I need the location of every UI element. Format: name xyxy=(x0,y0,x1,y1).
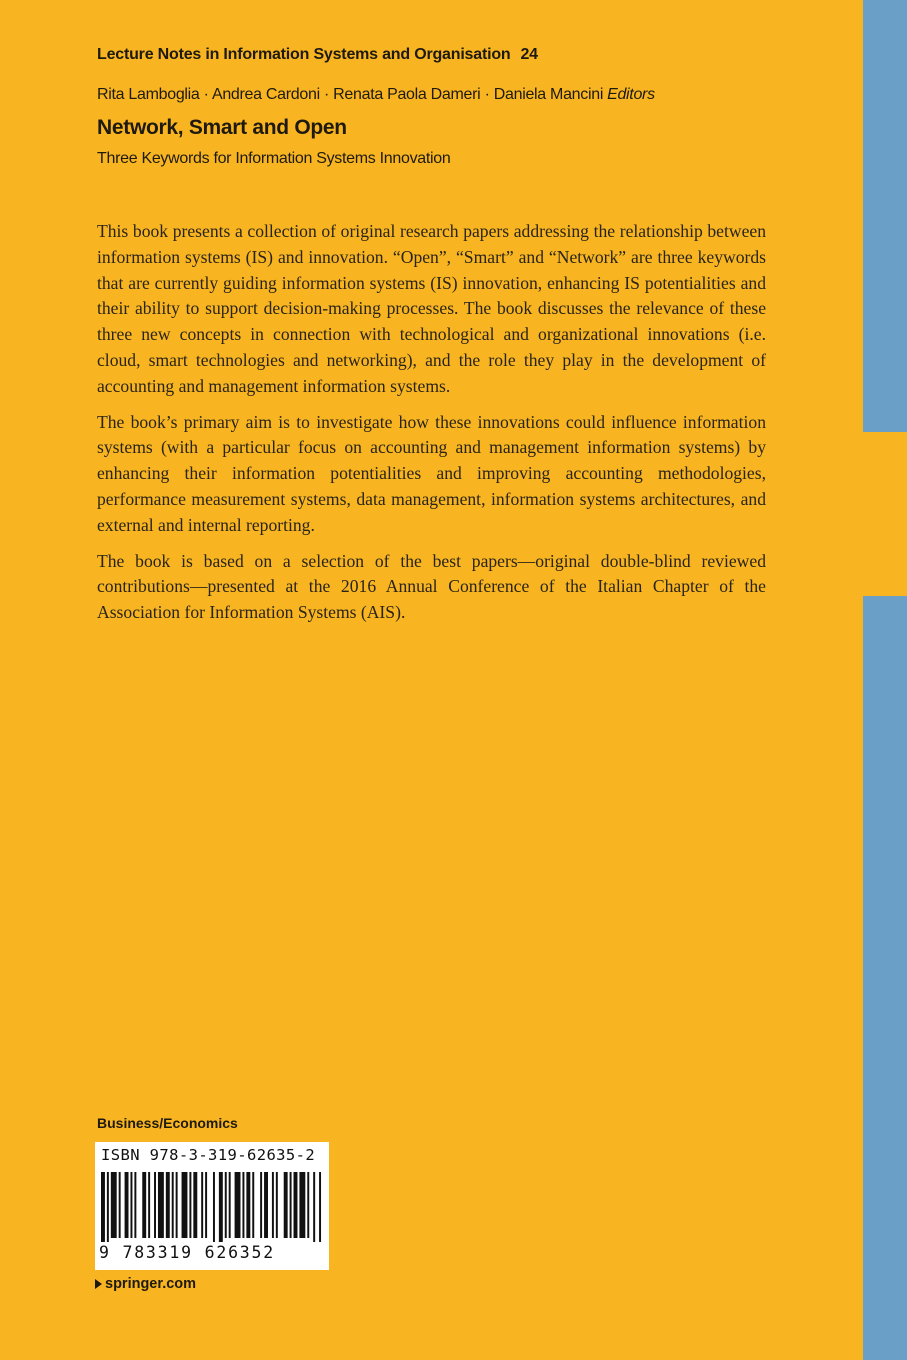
spine-stripe-bottom xyxy=(863,596,907,1360)
spine-stripe-top xyxy=(863,0,907,432)
isbn-barcode xyxy=(95,1142,329,1270)
blurb-text xyxy=(97,219,766,636)
isbn-label: ISBN 978-3-319-62635-2 xyxy=(101,1146,316,1164)
series-volume: 24 xyxy=(520,46,538,63)
barcode-bar xyxy=(290,1172,292,1238)
barcode-bar xyxy=(148,1172,150,1238)
barcode-bar xyxy=(284,1172,288,1238)
barcode-bar xyxy=(246,1172,250,1238)
book-title: Network, Smart and Open xyxy=(97,116,347,139)
barcode-bar xyxy=(142,1172,146,1238)
barcode-bar xyxy=(111,1172,117,1238)
barcode-bar xyxy=(319,1172,321,1242)
barcode-bars xyxy=(101,1172,323,1242)
barcode-bar xyxy=(225,1172,227,1238)
barcode-bar xyxy=(101,1172,105,1242)
barcode-bar xyxy=(182,1172,188,1238)
barcode-bar xyxy=(172,1172,174,1238)
barcode-bar xyxy=(213,1172,215,1242)
editors-role: Editors xyxy=(607,86,655,103)
barcode-bar xyxy=(130,1172,132,1238)
barcode-bar xyxy=(125,1172,129,1238)
barcode-bar xyxy=(205,1172,207,1238)
editors-line xyxy=(97,86,655,104)
barcode-bar xyxy=(272,1172,274,1238)
barcode-digits: 9 783319 626352 xyxy=(99,1243,276,1262)
barcode-bar xyxy=(154,1172,156,1238)
barcode-bar xyxy=(313,1172,315,1242)
barcode-bar xyxy=(166,1172,170,1238)
blurb-paragraph: The book’s primary aim is to investigate how these innovations could influence information systems (with a particular focus on accounting and management information systems) by enhancing their information potentialities and improving accounting methodologies, performance measurement systems, data management, information systems architectures, and external and internal reporting. xyxy=(97,411,766,535)
barcode-bar xyxy=(201,1172,203,1238)
subject-category: Business/Economics xyxy=(97,1115,238,1131)
barcode-bar xyxy=(235,1172,241,1238)
barcode-bar xyxy=(260,1172,262,1238)
barcode-bar xyxy=(307,1172,309,1238)
barcode-bar xyxy=(158,1172,164,1238)
triangle-right-icon xyxy=(95,1279,102,1289)
barcode-bar xyxy=(107,1172,109,1242)
barcode-bar xyxy=(176,1172,178,1238)
series-name: Lecture Notes in Information Systems and Organisation xyxy=(97,46,511,63)
barcode-bar xyxy=(119,1172,121,1238)
barcode-bar xyxy=(264,1172,268,1238)
barcode-bar xyxy=(229,1172,231,1238)
barcode-bar xyxy=(252,1172,254,1238)
blurb-paragraph: This book presents a collection of original research papers addressing the relationship between information systems (IS) and innovation. “Open”, “Smart” and “Network” are three keywords that are currently guiding information systems (IS) innovation, enhancing IS potentialities and their ability to support decision-making processes. The book discusses the relevance of these three new concepts in connection with technological and organizational innovations (i.e. cloud, smart technologies and networking), and the role they play in the development of accounting and management information systems. xyxy=(97,221,766,396)
barcode-bar xyxy=(294,1172,298,1238)
barcode-bar xyxy=(189,1172,191,1238)
publisher-link[interactable] xyxy=(95,1276,196,1292)
barcode-bar xyxy=(299,1172,305,1238)
barcode-bar xyxy=(219,1172,223,1242)
series-title xyxy=(97,46,538,64)
barcode-bar xyxy=(134,1172,136,1238)
barcode-bar xyxy=(193,1172,197,1238)
publisher-url: springer.com xyxy=(105,1276,197,1292)
blurb-paragraph: The book is based on a selection of the best papers—original double-blind reviewed contributions—presented at the 2016 Annual Conference of the Italian Chapter of the Association for Information Systems (AIS). xyxy=(97,550,766,623)
barcode-bar xyxy=(242,1172,244,1238)
barcode-bar xyxy=(276,1172,278,1238)
book-subtitle: Three Keywords for Information Systems Innovation xyxy=(97,150,451,167)
editor-names: Rita Lamboglia · Andrea Cardoni · Renata Paola Dameri · Daniela Mancini xyxy=(97,86,604,103)
